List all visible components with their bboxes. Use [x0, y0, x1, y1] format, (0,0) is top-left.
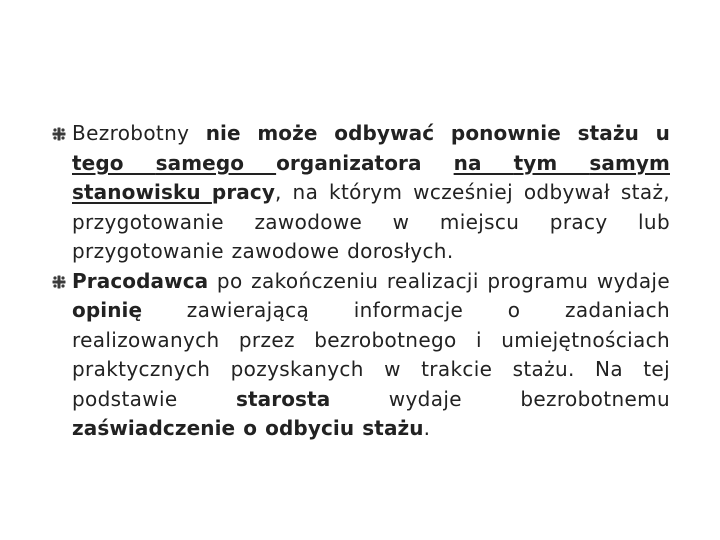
text-segment: zawierającą informacje o zadaniach realizowanych przez bezrobotnego i umiejętnościach praktycznych pozyskanych w trakcie stażu. Na tej podstawie	[72, 298, 670, 411]
bullet-text-2	[72, 269, 670, 441]
text-segment: wydaje bezrobotnemu	[330, 386, 670, 411]
bullet-item-1	[52, 119, 670, 267]
text-segment: .	[423, 416, 431, 440]
text-segment-bold: zaświadczenie o odbyciu stażu	[72, 416, 424, 440]
text-segment-bold: Pracodawca	[72, 268, 209, 293]
text-segment-bold: starosta	[235, 386, 331, 411]
text-segment-bold: nie może odbywać ponownie stażu u	[205, 121, 670, 145]
text-segment-underlined: tym	[513, 150, 590, 175]
text-segment-underlined: samego	[155, 150, 277, 175]
bullet-text-1	[72, 121, 670, 263]
text-segment: Bezrobotny	[72, 121, 206, 145]
fleur-bullet-icon	[52, 127, 66, 141]
text-segment-underlined: na	[453, 150, 514, 175]
text-segment-bold: organizatora	[276, 150, 454, 175]
text-segment-underlined: tego	[72, 150, 156, 175]
text-segment-bold: pracy	[211, 180, 275, 204]
fleur-bullet-icon	[52, 275, 66, 289]
text-segment: po zakończeniu realizacji programu wydaje	[208, 268, 670, 293]
text-segment-bold: opinię	[72, 298, 143, 322]
text-segment-underlined: samym stanowisku	[72, 150, 670, 204]
bullet-list	[52, 119, 670, 444]
bullet-item-2	[52, 267, 670, 444]
text-segment: , na którym wcześniej odbywał staż, przygotowanie zawodowe w miejscu pracy lub przygotowanie zawodowe dorosłych.	[72, 180, 670, 263]
